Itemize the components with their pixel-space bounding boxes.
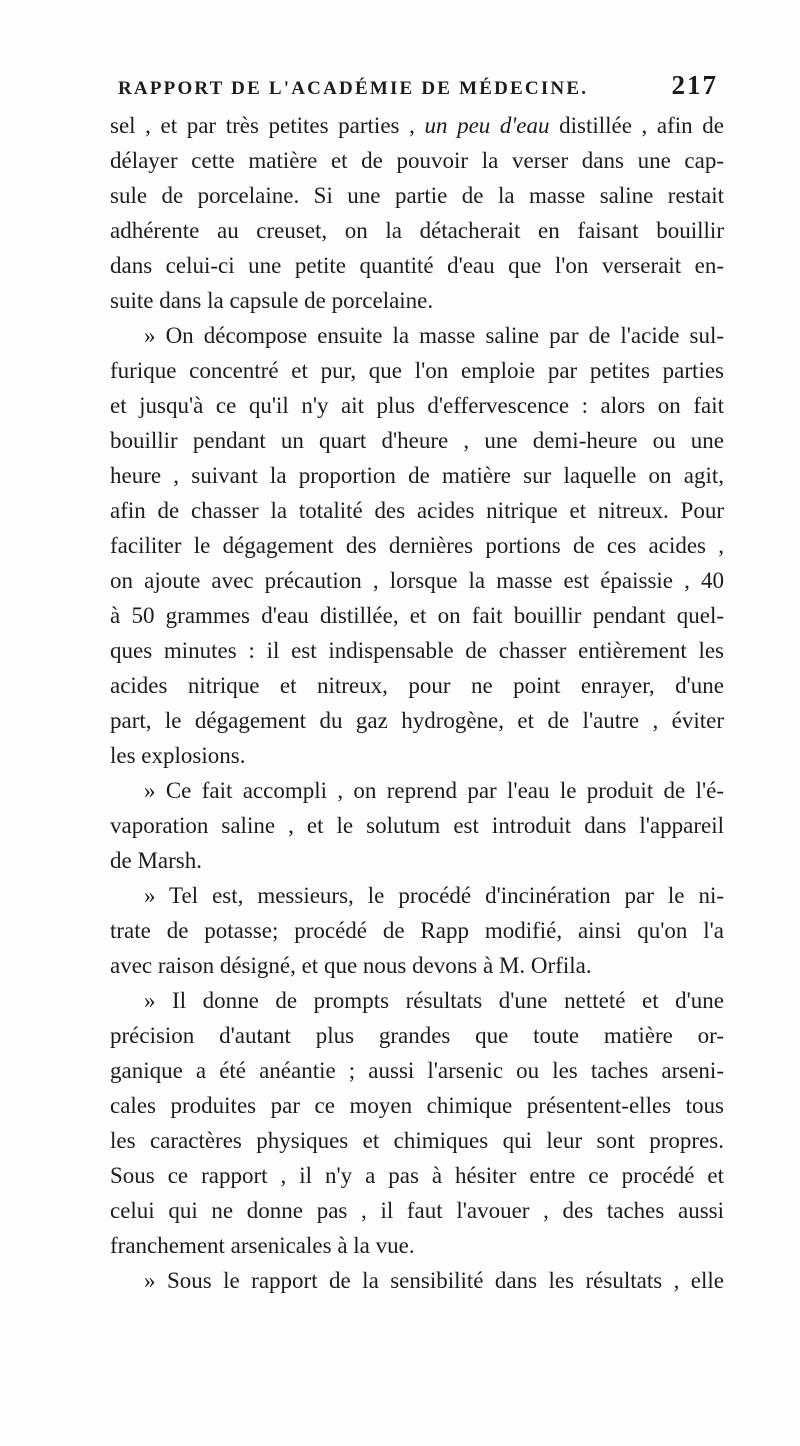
text-line: franchement arsenicales à la vue.	[110, 1233, 415, 1258]
text-line: » Ce fait accompli , on reprend par l'eau le produit de l'é-	[144, 778, 724, 803]
text-line: et jusqu'à ce qu'il n'y ait plus d'effervescence : alors on fait	[110, 393, 724, 418]
text-line: suite dans la capsule de porcelaine.	[110, 288, 434, 313]
text-line: adhérente au creuset, on la détacherait en faisant bouillir	[110, 218, 724, 243]
text-line: acides nitrique et nitreux, pour ne point enrayer, d'une	[110, 673, 724, 698]
text-line: afin de chasser la totalité des acides nitrique et nitreux. Pour	[110, 498, 724, 523]
text-line: faciliter le dégagement des dernières portions de ces acides ,	[110, 533, 724, 558]
text-line: » Tel est, messieurs, le procédé d'incinération par le ni-	[144, 883, 724, 908]
text-line: celui qui ne donne pas , il faut l'avouer , des taches aussi	[110, 1198, 724, 1223]
text-line: part, le dégagement du gaz hydrogène, et de l'autre , éviter	[110, 708, 724, 733]
text-line: bouillir pendant un quart d'heure , une demi-heure ou une	[110, 428, 724, 453]
text-line: ques minutes : il est indispensable de chasser entièrement les	[110, 638, 724, 663]
running-head	[118, 70, 718, 102]
text-line: les caractères physiques et chimiques qui leur sont propres.	[110, 1128, 724, 1153]
text-line: sel , et par très petites parties , un peu d'eau distillée , afin de	[110, 113, 724, 138]
text-line: à 50 grammes d'eau distillée, et on fait bouillir pendant quel-	[110, 603, 724, 628]
body-text	[110, 108, 724, 1298]
running-head-title: RAPPORT DE L'ACADÉMIE DE MÉDECINE.	[118, 78, 589, 99]
text-line: » On décompose ensuite la masse saline par de l'acide sul-	[144, 323, 724, 348]
text-line: dans celui-ci une petite quantité d'eau que l'on verserait en-	[110, 253, 724, 278]
text-line: on ajoute avec précaution , lorsque la masse est épaissie , 40	[110, 568, 724, 593]
text-line: délayer cette matière et de pouvoir la verser dans une cap-	[110, 148, 724, 173]
page-number: 217	[671, 70, 718, 100]
text-line: avec raison désigné, et que nous devons à M. Orfila.	[110, 953, 592, 978]
text-line: furique concentré et pur, que l'on emploie par petites parties	[110, 358, 724, 383]
text-line: les explosions.	[110, 743, 246, 768]
text-line: heure , suivant la proportion de matière sur laquelle on agit,	[110, 463, 724, 488]
text-line: sule de porcelaine. Si une partie de la masse saline restait	[110, 183, 724, 208]
text-line: cales produites par ce moyen chimique présentent-elles tous	[110, 1093, 724, 1118]
text-line: Sous ce rapport , il n'y a pas à hésiter entre ce procédé et	[110, 1163, 724, 1188]
text-line: » Sous le rapport de la sensibilité dans les résultats , elle	[144, 1268, 724, 1293]
text-line: vaporation saline , et le solutum est introduit dans l'appareil	[110, 813, 724, 838]
text-line: précision d'autant plus grandes que toute matière or-	[110, 1023, 724, 1048]
text-line: ganique a été anéantie ; aussi l'arsenic ou les taches arseni-	[110, 1058, 724, 1083]
text-line: de Marsh.	[110, 848, 202, 873]
text-line: trate de potasse; procédé de Rapp modifié, ainsi qu'on l'a	[110, 918, 724, 943]
text-line: » Il donne de prompts résultats d'une netteté et d'une	[144, 988, 724, 1013]
